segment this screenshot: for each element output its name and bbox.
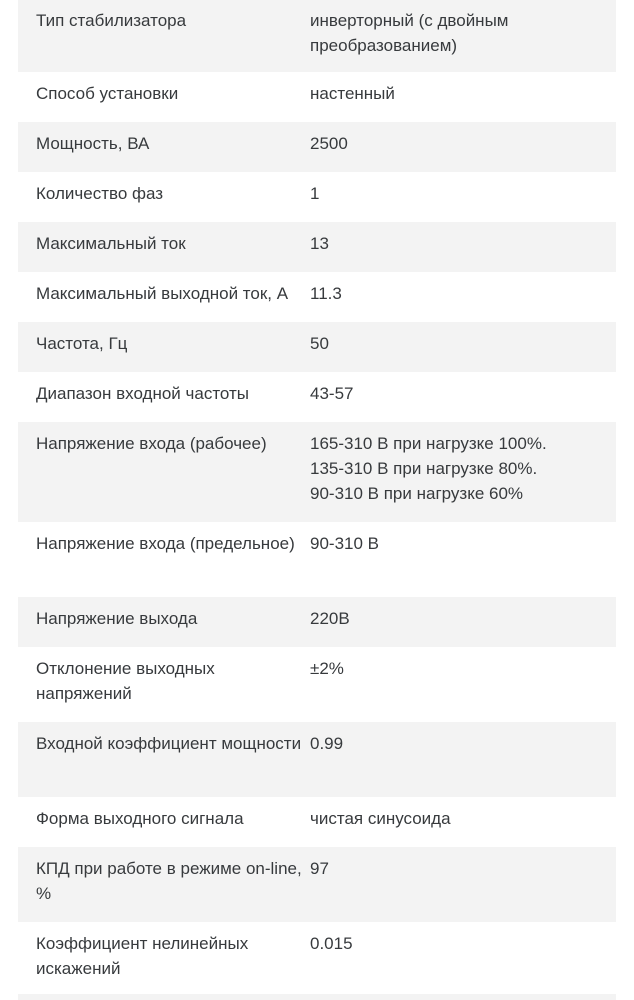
spec-value: 43-57: [310, 384, 354, 403]
spec-row-output-voltage: [18, 597, 616, 647]
spec-label: Напряжение выхода: [36, 609, 198, 628]
spec-value: инверторный (с двойным преобразованием): [310, 11, 509, 55]
spec-label: Максимальный выходной ток, А: [36, 284, 289, 303]
spec-label: Диапазон входной частоты: [36, 384, 249, 403]
spec-label: Мощность, ВА: [36, 134, 150, 153]
spec-label: Форма выходного сигнала: [36, 809, 244, 828]
spec-row-output-waveform: [18, 797, 616, 847]
spec-row-input-voltage-working: [18, 422, 616, 522]
spec-value: настенный: [310, 84, 395, 103]
spec-row-stabilizer-type: [18, 0, 616, 72]
spec-value: ±2%: [310, 659, 344, 678]
spec-value: 50: [310, 334, 329, 353]
next-row-partial: [18, 994, 616, 1000]
spec-value: 220В: [310, 609, 350, 628]
spec-row-input-voltage-limit: [18, 522, 616, 597]
spec-label: Способ установки: [36, 84, 179, 103]
spec-row-thd: [18, 922, 616, 997]
spec-label: Отклонение выходных напряжений: [36, 659, 215, 703]
spec-row-max-output-current: [18, 272, 616, 322]
spec-value: 90-310 В: [310, 534, 379, 553]
spec-row-output-voltage-deviation: [18, 647, 616, 722]
spec-row-input-power-factor: [18, 722, 616, 797]
spec-label: Количество фаз: [36, 184, 164, 203]
spec-value: 2500: [310, 134, 348, 153]
spec-row-max-current: [18, 222, 616, 272]
spec-label: Входной коэффициент мощности: [36, 734, 302, 753]
spec-row-power: [18, 122, 616, 172]
spec-value: 165-310 В при нагрузке 100%. 135-310 В при нагрузке 80%. 90-310 В при нагрузке 60%: [310, 434, 547, 503]
spec-label: Частота, Гц: [36, 334, 128, 353]
spec-row-frequency: [18, 322, 616, 372]
spec-label: Тип стабилизатора: [36, 11, 187, 30]
spec-label: Напряжение входа (рабочее): [36, 434, 267, 453]
spec-value: 13: [310, 234, 329, 253]
spec-value: 0.99: [310, 734, 344, 753]
spec-value: 11.3: [310, 284, 342, 303]
spec-value: 1: [310, 184, 320, 203]
spec-label: Коэффициент нелинейных искажений: [36, 934, 249, 978]
spec-label: КПД при работе в режиме on-line, %: [36, 859, 302, 903]
spec-row-mounting: [18, 72, 616, 122]
spec-row-phases: [18, 172, 616, 222]
specifications-table: [18, 0, 616, 997]
spec-row-efficiency-online: [18, 847, 616, 922]
spec-value: 97: [310, 859, 329, 878]
spec-row-input-frequency-range: [18, 372, 616, 422]
spec-label: Напряжение входа (предельное): [36, 534, 295, 553]
spec-label: Максимальный ток: [36, 234, 186, 253]
spec-value: 0.015: [310, 934, 353, 953]
spec-value: чистая синусоида: [310, 809, 451, 828]
